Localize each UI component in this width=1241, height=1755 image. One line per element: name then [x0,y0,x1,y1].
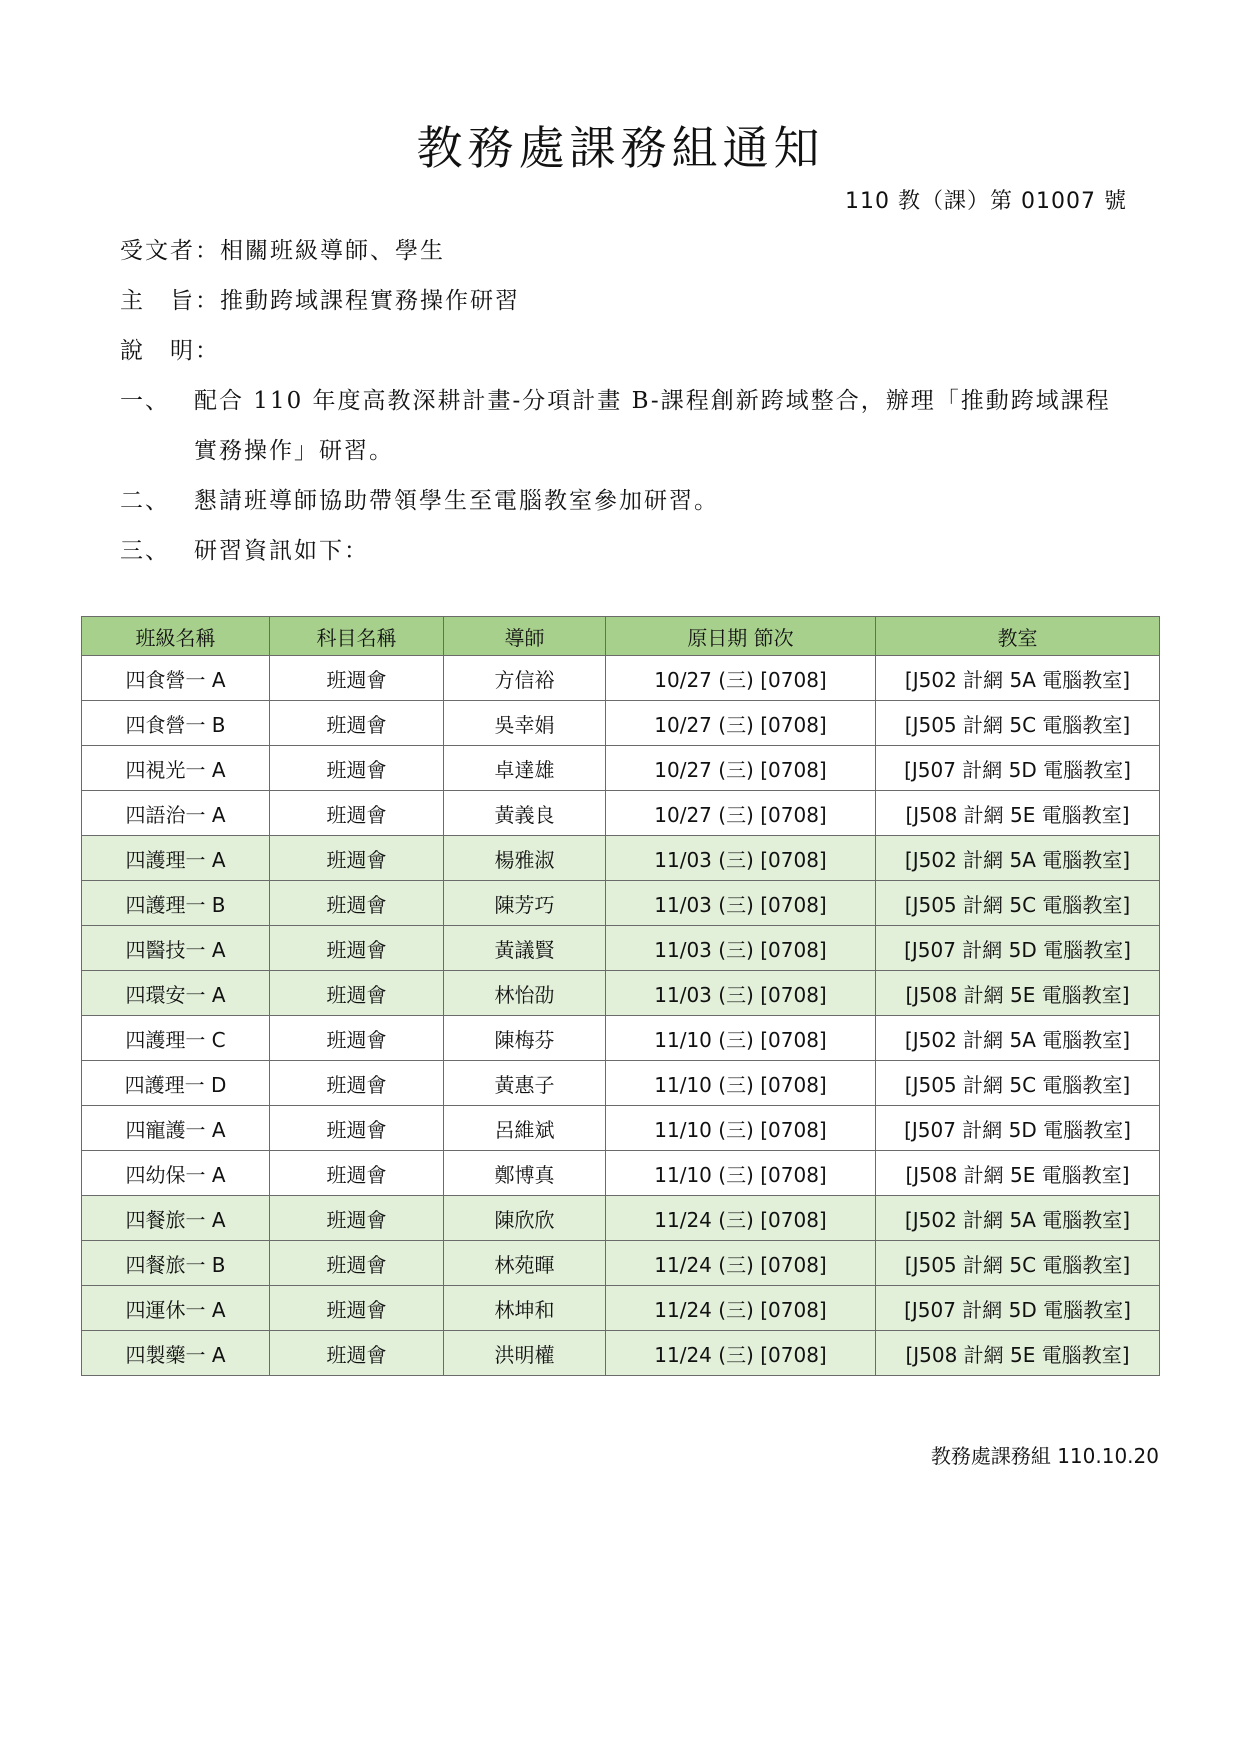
item-1-continuation: 實務操作」研習。 [194,438,394,464]
cell-subject-name: 班週會 [270,1241,444,1286]
table-row [82,1061,1160,1106]
cell-subject-name: 班週會 [270,926,444,971]
cell-date-period: 11/24 (三) [0708] [606,1196,876,1241]
cell-teacher: 鄭博真 [444,1151,606,1196]
cell-date-period: 11/03 (三) [0708] [606,836,876,881]
item-2 [120,482,719,515]
header-teacher: 導師 [444,617,606,656]
cell-classroom: [J505 計網 5C 電腦教室] [876,701,1160,746]
cell-subject-name: 班週會 [270,1106,444,1151]
cell-class-name: 四食營一 A [82,656,270,701]
cell-classroom: [J508 計網 5E 電腦教室] [876,791,1160,836]
cell-classroom: [J502 計網 5A 電腦教室] [876,656,1160,701]
cell-class-name: 四環安一 A [82,971,270,1016]
item-1 [120,382,1111,415]
cell-subject-name: 班週會 [270,836,444,881]
cell-subject-name: 班週會 [270,746,444,791]
table-header-row [82,617,1160,656]
cell-class-name: 四醫技一 A [82,926,270,971]
cell-class-name: 四運休一 A [82,1286,270,1331]
cell-classroom: [J507 計網 5D 電腦教室] [876,1106,1160,1151]
cell-class-name: 四幼保一 A [82,1151,270,1196]
table-row [82,881,1160,926]
cell-subject-name: 班週會 [270,881,444,926]
cell-classroom: [J502 計網 5A 電腦教室] [876,1196,1160,1241]
cell-subject-name: 班週會 [270,1196,444,1241]
cell-teacher: 陳芳巧 [444,881,606,926]
explanation-heading: 說 明： [120,338,220,364]
cell-class-name: 四語治一 A [82,791,270,836]
cell-teacher: 黃惠子 [444,1061,606,1106]
cell-subject-name: 班週會 [270,656,444,701]
cell-classroom: [J507 計網 5D 電腦教室] [876,1286,1160,1331]
table-row [82,1331,1160,1376]
cell-subject-name: 班週會 [270,1151,444,1196]
cell-subject-name: 班週會 [270,1061,444,1106]
cell-class-name: 四護理一 A [82,836,270,881]
cell-date-period: 11/03 (三) [0708] [606,971,876,1016]
table-row [82,971,1160,1016]
table-row [82,1286,1160,1331]
cell-teacher: 方信裕 [444,656,606,701]
cell-subject-name: 班週會 [270,701,444,746]
cell-teacher: 吳幸娟 [444,701,606,746]
cell-date-period: 10/27 (三) [0708] [606,656,876,701]
footer-signature: 教務處課務組 110.10.20 [930,1444,1159,1468]
table-row [82,1106,1160,1151]
cell-teacher: 洪明權 [444,1331,606,1376]
cell-classroom: [J508 計網 5E 電腦教室] [876,1331,1160,1376]
cell-date-period: 10/27 (三) [0708] [606,791,876,836]
recipient-line: 受文者：相關班級導師、學生 [120,238,445,264]
cell-date-period: 11/03 (三) [0708] [606,881,876,926]
cell-classroom: [J508 計網 5E 電腦教室] [876,1151,1160,1196]
cell-class-name: 四視光一 A [82,746,270,791]
cell-teacher: 黃議賢 [444,926,606,971]
cell-classroom: [J502 計網 5A 電腦教室] [876,1016,1160,1061]
table-row [82,836,1160,881]
cell-teacher: 楊雅淑 [444,836,606,881]
table-row [82,1241,1160,1286]
item-3 [120,532,369,565]
table-row [82,746,1160,791]
cell-teacher: 林怡劭 [444,971,606,1016]
cell-teacher: 林苑暉 [444,1241,606,1286]
cell-date-period: 11/10 (三) [0708] [606,1151,876,1196]
cell-teacher: 黃義良 [444,791,606,836]
cell-classroom: [J505 計網 5C 電腦教室] [876,1241,1160,1286]
document-number: 110 教（課）第 01007 號 [845,189,1127,214]
cell-date-period: 11/10 (三) [0708] [606,1106,876,1151]
cell-classroom: [J507 計網 5D 電腦教室] [876,746,1160,791]
cell-date-period: 10/27 (三) [0708] [606,701,876,746]
cell-teacher: 呂維斌 [444,1106,606,1151]
header-date-period: 原日期 節次 [606,617,876,656]
cell-teacher: 陳梅芬 [444,1016,606,1061]
item-number: 二、 [120,488,170,514]
cell-subject-name: 班週會 [270,1286,444,1331]
table-row [82,1016,1160,1061]
header-subject-name: 科目名稱 [270,617,444,656]
cell-classroom: [J502 計網 5A 電腦教室] [876,836,1160,881]
header-classroom: 教室 [876,617,1160,656]
cell-date-period: 11/24 (三) [0708] [606,1241,876,1286]
cell-date-period: 10/27 (三) [0708] [606,746,876,791]
cell-class-name: 四餐旅一 B [82,1241,270,1286]
cell-subject-name: 班週會 [270,791,444,836]
cell-date-period: 11/24 (三) [0708] [606,1331,876,1376]
cell-classroom: [J505 計網 5C 電腦教室] [876,881,1160,926]
header-class-name: 班級名稱 [82,617,270,656]
item-text: 懇請班導師協助帶領學生至電腦教室參加研習。 [194,488,719,514]
item-number: 三、 [120,538,170,564]
cell-date-period: 11/24 (三) [0708] [606,1286,876,1331]
table-row [82,791,1160,836]
cell-class-name: 四護理一 C [82,1016,270,1061]
cell-class-name: 四寵護一 A [82,1106,270,1151]
cell-classroom: [J507 計網 5D 電腦教室] [876,926,1160,971]
item-number: 一、 [120,388,170,414]
cell-class-name: 四餐旅一 A [82,1196,270,1241]
item-text: 研習資訊如下： [194,538,369,564]
table-row [82,926,1160,971]
cell-subject-name: 班週會 [270,1331,444,1376]
cell-class-name: 四製藥一 A [82,1331,270,1376]
cell-class-name: 四護理一 D [82,1061,270,1106]
cell-teacher: 林坤和 [444,1286,606,1331]
cell-classroom: [J508 計網 5E 電腦教室] [876,971,1160,1016]
cell-teacher: 卓達雄 [444,746,606,791]
table-row [82,1196,1160,1241]
cell-subject-name: 班週會 [270,1016,444,1061]
table-row [82,1151,1160,1196]
cell-subject-name: 班週會 [270,971,444,1016]
table-row [82,656,1160,701]
cell-date-period: 11/03 (三) [0708] [606,926,876,971]
notice-title: 教務處課務組通知 [416,121,825,175]
cell-teacher: 陳欣欣 [444,1196,606,1241]
cell-date-period: 11/10 (三) [0708] [606,1016,876,1061]
subject-line: 主 旨：推動跨域課程實務操作研習 [120,288,520,314]
cell-class-name: 四食營一 B [82,701,270,746]
cell-classroom: [J505 計網 5C 電腦教室] [876,1061,1160,1106]
schedule-table [81,616,1160,1376]
item-text: 配合 110 年度高教深耕計畫-分項計畫 B-課程創新跨域整合，辦理「推動跨域課程 [194,388,1111,414]
cell-class-name: 四護理一 B [82,881,270,926]
cell-date-period: 11/10 (三) [0708] [606,1061,876,1106]
table-row [82,701,1160,746]
